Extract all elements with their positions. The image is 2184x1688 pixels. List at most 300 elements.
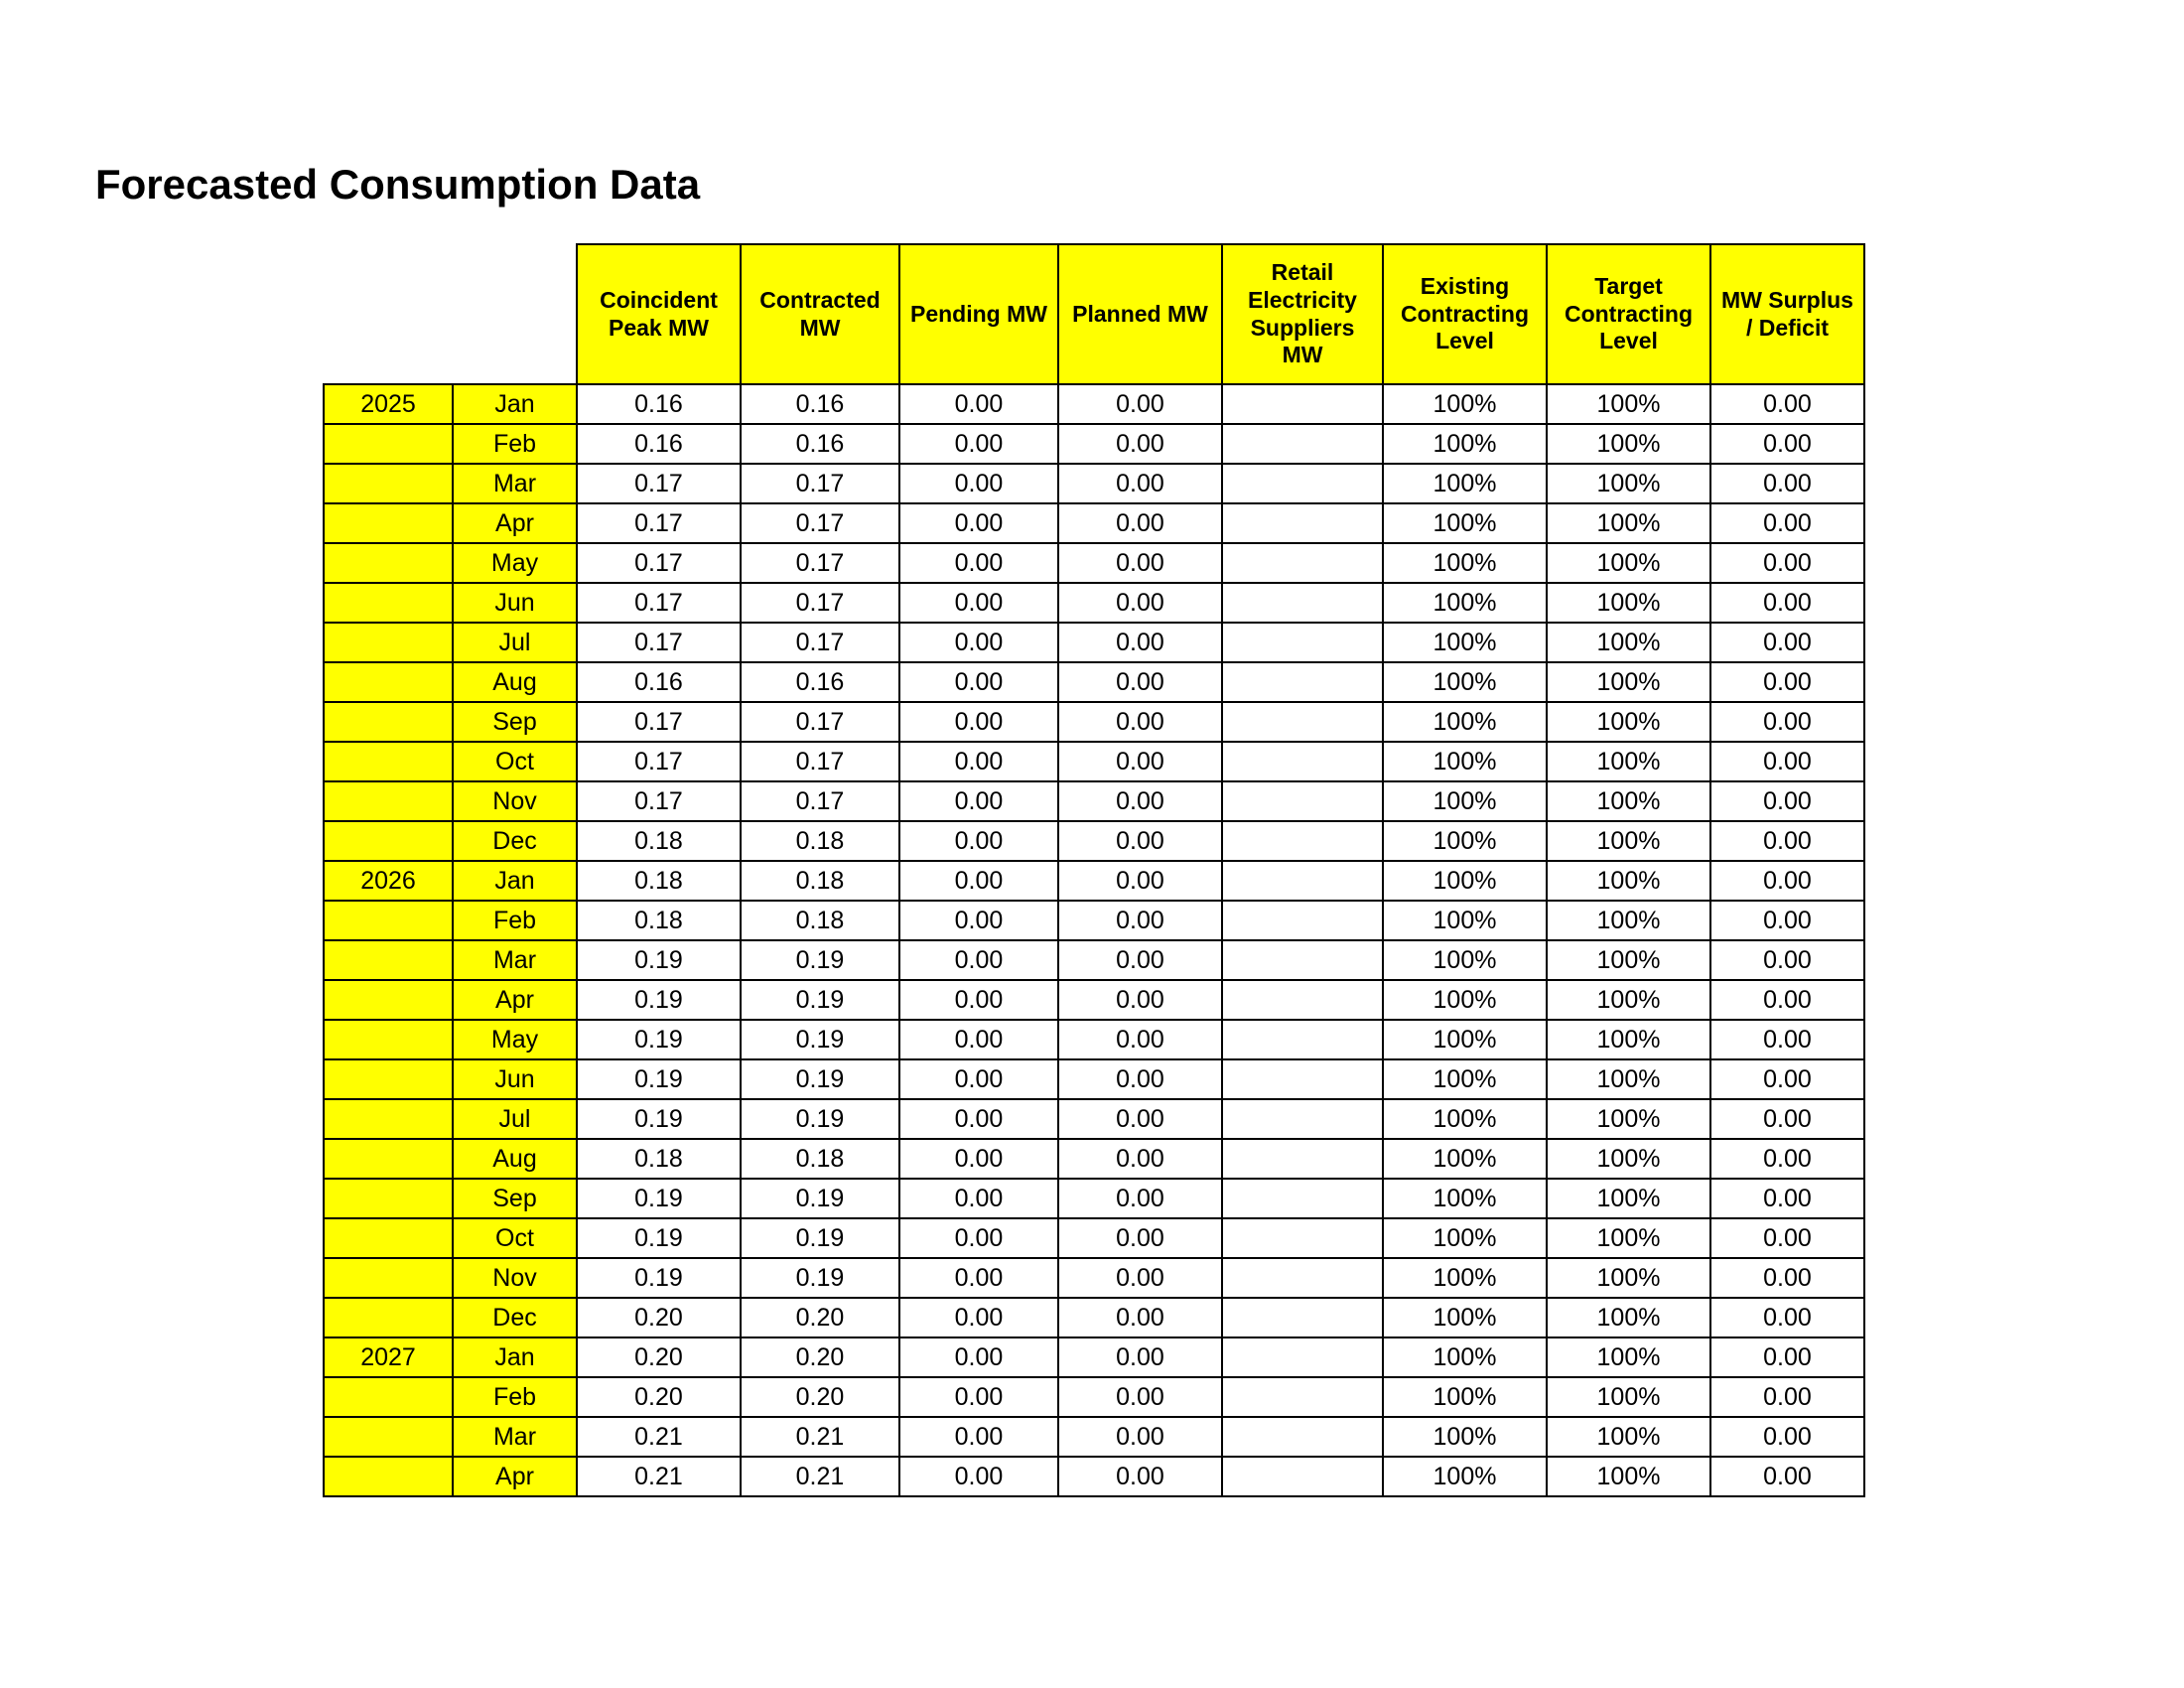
data-cell: 0.21 xyxy=(741,1417,899,1457)
data-cell: 0.19 xyxy=(577,1258,741,1298)
data-cell: 0.00 xyxy=(1058,1457,1222,1496)
data-cell: 0.00 xyxy=(899,1377,1058,1417)
data-cell: 100% xyxy=(1383,583,1547,623)
data-cell: 0.17 xyxy=(577,702,741,742)
table-row xyxy=(324,742,1864,781)
data-cell: 0.20 xyxy=(577,1337,741,1377)
data-cell: 0.19 xyxy=(741,1179,899,1218)
table-row xyxy=(324,821,1864,861)
data-cell: 0.00 xyxy=(1710,623,1864,662)
data-cell xyxy=(1222,861,1383,901)
table-header xyxy=(324,244,1864,384)
data-cell: 0.00 xyxy=(1058,1337,1222,1377)
data-cell: 0.18 xyxy=(741,821,899,861)
data-cell xyxy=(1222,781,1383,821)
data-cell: 0.00 xyxy=(899,1179,1058,1218)
data-cell: 0.20 xyxy=(741,1298,899,1337)
data-cell: 100% xyxy=(1547,1377,1710,1417)
data-cell: 100% xyxy=(1383,384,1547,424)
data-cell: 0.00 xyxy=(1710,583,1864,623)
data-cell: 100% xyxy=(1383,543,1547,583)
data-cell xyxy=(1222,424,1383,464)
data-cell: 0.19 xyxy=(741,1059,899,1099)
table-row xyxy=(324,702,1864,742)
data-cell: 0.00 xyxy=(1710,702,1864,742)
data-cell: 0.16 xyxy=(741,662,899,702)
data-cell: 0.00 xyxy=(1058,742,1222,781)
data-cell: 100% xyxy=(1383,1258,1547,1298)
data-cell: 0.00 xyxy=(1058,1258,1222,1298)
data-cell: 0.00 xyxy=(1058,503,1222,543)
data-cell: 0.17 xyxy=(577,742,741,781)
data-cell: 0.00 xyxy=(899,1258,1058,1298)
data-cell: 100% xyxy=(1547,1258,1710,1298)
data-cell: 100% xyxy=(1547,1059,1710,1099)
data-cell: 0.00 xyxy=(1710,1179,1864,1218)
month-cell: Feb xyxy=(453,1377,577,1417)
data-cell: 0.00 xyxy=(1058,702,1222,742)
data-cell: 100% xyxy=(1547,980,1710,1020)
data-cell: 0.21 xyxy=(577,1457,741,1496)
data-cell xyxy=(1222,702,1383,742)
data-cell: 100% xyxy=(1547,1298,1710,1337)
column-header-8: MW Surplus / Deficit xyxy=(1710,244,1864,384)
data-cell: 0.18 xyxy=(577,901,741,940)
data-cell: 0.00 xyxy=(1710,384,1864,424)
column-header-7: Target Contracting Level xyxy=(1547,244,1710,384)
year-cell: 2025 xyxy=(324,384,453,424)
data-cell xyxy=(1222,1258,1383,1298)
data-cell: 100% xyxy=(1383,1218,1547,1258)
data-cell: 0.16 xyxy=(741,384,899,424)
data-cell: 0.00 xyxy=(1058,1059,1222,1099)
data-cell: 0.00 xyxy=(1058,1218,1222,1258)
data-cell: 0.17 xyxy=(741,742,899,781)
data-cell: 100% xyxy=(1383,980,1547,1020)
data-cell: 0.00 xyxy=(899,503,1058,543)
year-cell xyxy=(324,623,453,662)
data-cell: 100% xyxy=(1547,1139,1710,1179)
data-cell: 0.00 xyxy=(1710,1417,1864,1457)
data-cell: 0.00 xyxy=(1058,861,1222,901)
month-cell: Mar xyxy=(453,1417,577,1457)
data-cell: 0.00 xyxy=(1710,1258,1864,1298)
data-cell: 0.00 xyxy=(899,623,1058,662)
data-cell xyxy=(1222,464,1383,503)
month-cell: Jul xyxy=(453,1099,577,1139)
data-cell xyxy=(1222,1179,1383,1218)
data-cell: 0.00 xyxy=(899,980,1058,1020)
data-cell: 0.00 xyxy=(1058,1377,1222,1417)
data-cell: 0.20 xyxy=(741,1377,899,1417)
data-cell: 100% xyxy=(1383,702,1547,742)
data-cell: 0.19 xyxy=(577,1179,741,1218)
month-cell: Nov xyxy=(453,1258,577,1298)
month-cell: Feb xyxy=(453,901,577,940)
data-cell: 0.00 xyxy=(1710,543,1864,583)
data-cell xyxy=(1222,1417,1383,1457)
year-cell xyxy=(324,1457,453,1496)
year-cell xyxy=(324,1139,453,1179)
column-header-2: Contracted MW xyxy=(741,244,899,384)
table-row xyxy=(324,861,1864,901)
data-cell: 0.00 xyxy=(1710,1337,1864,1377)
data-cell: 0.00 xyxy=(1710,980,1864,1020)
month-cell: Jan xyxy=(453,1337,577,1377)
data-cell: 0.00 xyxy=(899,1139,1058,1179)
data-cell: 0.21 xyxy=(741,1457,899,1496)
data-cell: 0.00 xyxy=(1058,384,1222,424)
data-cell: 100% xyxy=(1547,662,1710,702)
data-cell: 100% xyxy=(1547,543,1710,583)
data-cell: 0.00 xyxy=(899,901,1058,940)
data-cell: 0.00 xyxy=(1058,1099,1222,1139)
data-cell: 0.00 xyxy=(1710,662,1864,702)
year-cell xyxy=(324,940,453,980)
data-cell: 100% xyxy=(1547,781,1710,821)
data-cell: 100% xyxy=(1547,1457,1710,1496)
data-cell: 100% xyxy=(1383,1179,1547,1218)
header-row xyxy=(324,244,1864,384)
data-cell xyxy=(1222,543,1383,583)
data-cell xyxy=(1222,980,1383,1020)
data-cell xyxy=(1222,1298,1383,1337)
data-cell: 100% xyxy=(1547,1337,1710,1377)
column-header-4: Planned MW xyxy=(1058,244,1222,384)
table-row xyxy=(324,543,1864,583)
data-cell: 100% xyxy=(1383,1059,1547,1099)
data-cell: 0.00 xyxy=(1710,1298,1864,1337)
data-cell: 0.00 xyxy=(899,1059,1058,1099)
data-cell xyxy=(1222,1099,1383,1139)
header-blank-corner xyxy=(324,244,577,384)
month-cell: Jul xyxy=(453,623,577,662)
data-cell: 0.00 xyxy=(1058,662,1222,702)
table-row xyxy=(324,1298,1864,1337)
table-row xyxy=(324,1337,1864,1377)
data-cell: 0.18 xyxy=(741,1139,899,1179)
month-cell: Jun xyxy=(453,1059,577,1099)
table-row xyxy=(324,662,1864,702)
table-row xyxy=(324,424,1864,464)
column-header-1: Coincident Peak MW xyxy=(577,244,741,384)
data-cell xyxy=(1222,1457,1383,1496)
data-cell: 0.00 xyxy=(1058,583,1222,623)
table-row xyxy=(324,1218,1864,1258)
data-cell: 0.18 xyxy=(741,901,899,940)
year-cell: 2027 xyxy=(324,1337,453,1377)
table-row xyxy=(324,1139,1864,1179)
month-cell: Oct xyxy=(453,1218,577,1258)
data-cell: 0.17 xyxy=(741,781,899,821)
data-cell: 100% xyxy=(1383,781,1547,821)
data-cell: 0.16 xyxy=(577,424,741,464)
month-cell: Oct xyxy=(453,742,577,781)
month-cell: Jun xyxy=(453,583,577,623)
data-cell: 0.00 xyxy=(899,702,1058,742)
data-cell: 100% xyxy=(1547,702,1710,742)
data-cell: 0.00 xyxy=(899,464,1058,503)
year-cell xyxy=(324,702,453,742)
data-cell: 100% xyxy=(1383,1417,1547,1457)
data-cell xyxy=(1222,662,1383,702)
data-cell: 100% xyxy=(1547,384,1710,424)
data-cell: 0.00 xyxy=(1710,1099,1864,1139)
data-cell: 0.00 xyxy=(1058,901,1222,940)
data-cell: 0.00 xyxy=(1710,781,1864,821)
data-cell: 100% xyxy=(1547,1417,1710,1457)
year-cell xyxy=(324,503,453,543)
year-cell xyxy=(324,901,453,940)
year-cell xyxy=(324,583,453,623)
data-cell: 0.19 xyxy=(577,1059,741,1099)
data-cell: 0.00 xyxy=(899,1337,1058,1377)
month-cell: Sep xyxy=(453,1179,577,1218)
data-cell: 100% xyxy=(1383,1099,1547,1139)
data-cell: 0.20 xyxy=(741,1337,899,1377)
data-cell: 0.00 xyxy=(899,1457,1058,1496)
year-cell xyxy=(324,1417,453,1457)
month-cell: Aug xyxy=(453,662,577,702)
data-cell: 0.00 xyxy=(1058,980,1222,1020)
month-cell: Apr xyxy=(453,980,577,1020)
data-cell: 0.17 xyxy=(577,543,741,583)
data-cell: 0.19 xyxy=(577,980,741,1020)
data-cell: 0.00 xyxy=(1058,1020,1222,1059)
month-cell: Jan xyxy=(453,861,577,901)
data-cell: 100% xyxy=(1547,1099,1710,1139)
data-cell: 100% xyxy=(1547,1218,1710,1258)
data-cell: 0.00 xyxy=(1058,1179,1222,1218)
data-cell: 0.17 xyxy=(577,623,741,662)
data-cell xyxy=(1222,901,1383,940)
column-header-5: Retail Electricity Suppliers MW xyxy=(1222,244,1383,384)
data-cell: 100% xyxy=(1383,1298,1547,1337)
data-cell: 100% xyxy=(1383,742,1547,781)
month-cell: Sep xyxy=(453,702,577,742)
data-cell: 0.00 xyxy=(899,821,1058,861)
forecast-table xyxy=(323,243,1865,1497)
data-cell: 0.17 xyxy=(741,503,899,543)
table-row xyxy=(324,980,1864,1020)
data-cell: 100% xyxy=(1383,1377,1547,1417)
year-cell xyxy=(324,1099,453,1139)
data-cell: 0.00 xyxy=(1710,1059,1864,1099)
year-cell xyxy=(324,662,453,702)
data-cell: 0.17 xyxy=(577,503,741,543)
data-cell: 0.00 xyxy=(899,543,1058,583)
data-cell: 0.19 xyxy=(741,1020,899,1059)
data-cell: 100% xyxy=(1547,424,1710,464)
data-cell: 100% xyxy=(1547,940,1710,980)
year-cell xyxy=(324,424,453,464)
month-cell: Nov xyxy=(453,781,577,821)
column-header-6: Existing Contracting Level xyxy=(1383,244,1547,384)
data-cell: 0.17 xyxy=(741,583,899,623)
page-title: Forecasted Consumption Data xyxy=(95,161,701,208)
data-cell: 0.00 xyxy=(1710,503,1864,543)
data-cell: 0.19 xyxy=(577,1099,741,1139)
table-row xyxy=(324,503,1864,543)
data-cell: 0.00 xyxy=(899,1417,1058,1457)
month-cell: Apr xyxy=(453,1457,577,1496)
data-cell: 0.16 xyxy=(741,424,899,464)
month-cell: Dec xyxy=(453,1298,577,1337)
data-cell: 0.18 xyxy=(741,861,899,901)
table-row xyxy=(324,1258,1864,1298)
data-cell: 100% xyxy=(1547,742,1710,781)
data-cell: 0.00 xyxy=(1710,1377,1864,1417)
data-cell: 0.00 xyxy=(899,1099,1058,1139)
data-cell: 0.20 xyxy=(577,1298,741,1337)
month-cell: May xyxy=(453,1020,577,1059)
data-cell: 0.00 xyxy=(899,583,1058,623)
data-cell: 0.00 xyxy=(899,1218,1058,1258)
data-cell: 100% xyxy=(1383,623,1547,662)
table-row xyxy=(324,940,1864,980)
data-cell: 0.19 xyxy=(741,1218,899,1258)
data-cell: 100% xyxy=(1547,821,1710,861)
year-cell xyxy=(324,1179,453,1218)
data-cell: 0.00 xyxy=(1710,901,1864,940)
data-cell: 0.16 xyxy=(577,662,741,702)
data-cell: 0.18 xyxy=(577,821,741,861)
data-cell: 0.00 xyxy=(1710,464,1864,503)
data-cell: 0.00 xyxy=(1058,821,1222,861)
table-row xyxy=(324,781,1864,821)
data-cell: 0.00 xyxy=(1058,424,1222,464)
data-cell: 100% xyxy=(1547,861,1710,901)
data-cell: 0.00 xyxy=(1058,1417,1222,1457)
data-cell: 100% xyxy=(1547,583,1710,623)
data-cell: 0.00 xyxy=(1058,1298,1222,1337)
table-row xyxy=(324,1457,1864,1496)
data-cell: 0.00 xyxy=(1058,1139,1222,1179)
data-cell: 100% xyxy=(1547,464,1710,503)
data-cell: 0.00 xyxy=(1710,1457,1864,1496)
data-cell: 100% xyxy=(1383,424,1547,464)
data-cell: 100% xyxy=(1383,821,1547,861)
data-cell: 0.19 xyxy=(741,1258,899,1298)
year-cell: 2026 xyxy=(324,861,453,901)
table-row xyxy=(324,901,1864,940)
year-cell xyxy=(324,464,453,503)
data-cell: 100% xyxy=(1383,901,1547,940)
data-cell: 0.00 xyxy=(899,781,1058,821)
table-row xyxy=(324,464,1864,503)
data-cell: 0.17 xyxy=(741,623,899,662)
data-cell xyxy=(1222,742,1383,781)
data-cell xyxy=(1222,1020,1383,1059)
data-cell xyxy=(1222,1139,1383,1179)
data-cell: 0.00 xyxy=(899,662,1058,702)
data-cell: 100% xyxy=(1383,1337,1547,1377)
data-cell: 0.17 xyxy=(577,583,741,623)
data-cell: 100% xyxy=(1383,940,1547,980)
data-cell: 0.00 xyxy=(899,861,1058,901)
table-row xyxy=(324,1020,1864,1059)
data-cell: 0.00 xyxy=(1710,940,1864,980)
month-cell: Dec xyxy=(453,821,577,861)
year-cell xyxy=(324,1059,453,1099)
year-cell xyxy=(324,781,453,821)
data-cell xyxy=(1222,1377,1383,1417)
data-cell: 0.17 xyxy=(577,464,741,503)
data-cell: 0.19 xyxy=(577,1218,741,1258)
data-cell: 0.19 xyxy=(741,1099,899,1139)
month-cell: Mar xyxy=(453,940,577,980)
table-body xyxy=(324,384,1864,1496)
column-header-3: Pending MW xyxy=(899,244,1058,384)
data-cell: 0.00 xyxy=(1058,781,1222,821)
year-cell xyxy=(324,1020,453,1059)
data-cell xyxy=(1222,1059,1383,1099)
data-cell: 0.19 xyxy=(577,940,741,980)
year-cell xyxy=(324,1218,453,1258)
data-cell: 100% xyxy=(1547,1020,1710,1059)
table-row xyxy=(324,583,1864,623)
data-cell: 0.00 xyxy=(1058,623,1222,662)
year-cell xyxy=(324,980,453,1020)
table-row xyxy=(324,1417,1864,1457)
table-row xyxy=(324,1099,1864,1139)
data-cell: 0.17 xyxy=(741,543,899,583)
data-cell xyxy=(1222,384,1383,424)
data-cell: 100% xyxy=(1383,662,1547,702)
data-cell xyxy=(1222,1337,1383,1377)
month-cell: Aug xyxy=(453,1139,577,1179)
data-cell: 0.00 xyxy=(1710,861,1864,901)
data-cell: 0.00 xyxy=(899,1298,1058,1337)
data-cell: 0.00 xyxy=(1710,1139,1864,1179)
data-cell: 0.00 xyxy=(899,424,1058,464)
data-cell xyxy=(1222,940,1383,980)
month-cell: Jan xyxy=(453,384,577,424)
data-cell: 0.18 xyxy=(577,1139,741,1179)
data-cell: 100% xyxy=(1383,1139,1547,1179)
data-cell: 0.21 xyxy=(577,1417,741,1457)
data-cell: 0.00 xyxy=(899,742,1058,781)
year-cell xyxy=(324,1298,453,1337)
table-row xyxy=(324,1179,1864,1218)
data-cell: 0.00 xyxy=(899,940,1058,980)
data-cell: 0.00 xyxy=(1710,742,1864,781)
data-cell: 0.00 xyxy=(1058,543,1222,583)
table-row xyxy=(324,384,1864,424)
data-cell: 100% xyxy=(1547,503,1710,543)
data-cell xyxy=(1222,1218,1383,1258)
year-cell xyxy=(324,1377,453,1417)
data-cell: 0.16 xyxy=(577,384,741,424)
year-cell xyxy=(324,821,453,861)
year-cell xyxy=(324,1258,453,1298)
data-cell: 100% xyxy=(1547,901,1710,940)
data-cell: 100% xyxy=(1547,1179,1710,1218)
data-cell: 0.00 xyxy=(1058,940,1222,980)
data-cell: 100% xyxy=(1383,1020,1547,1059)
data-cell xyxy=(1222,583,1383,623)
data-cell: 0.00 xyxy=(899,384,1058,424)
data-cell: 0.19 xyxy=(741,980,899,1020)
month-cell: May xyxy=(453,543,577,583)
data-cell xyxy=(1222,623,1383,662)
data-cell: 0.00 xyxy=(1710,1218,1864,1258)
data-cell: 0.18 xyxy=(577,861,741,901)
year-cell xyxy=(324,543,453,583)
data-cell: 0.17 xyxy=(741,702,899,742)
data-cell: 0.00 xyxy=(899,1020,1058,1059)
month-cell: Apr xyxy=(453,503,577,543)
